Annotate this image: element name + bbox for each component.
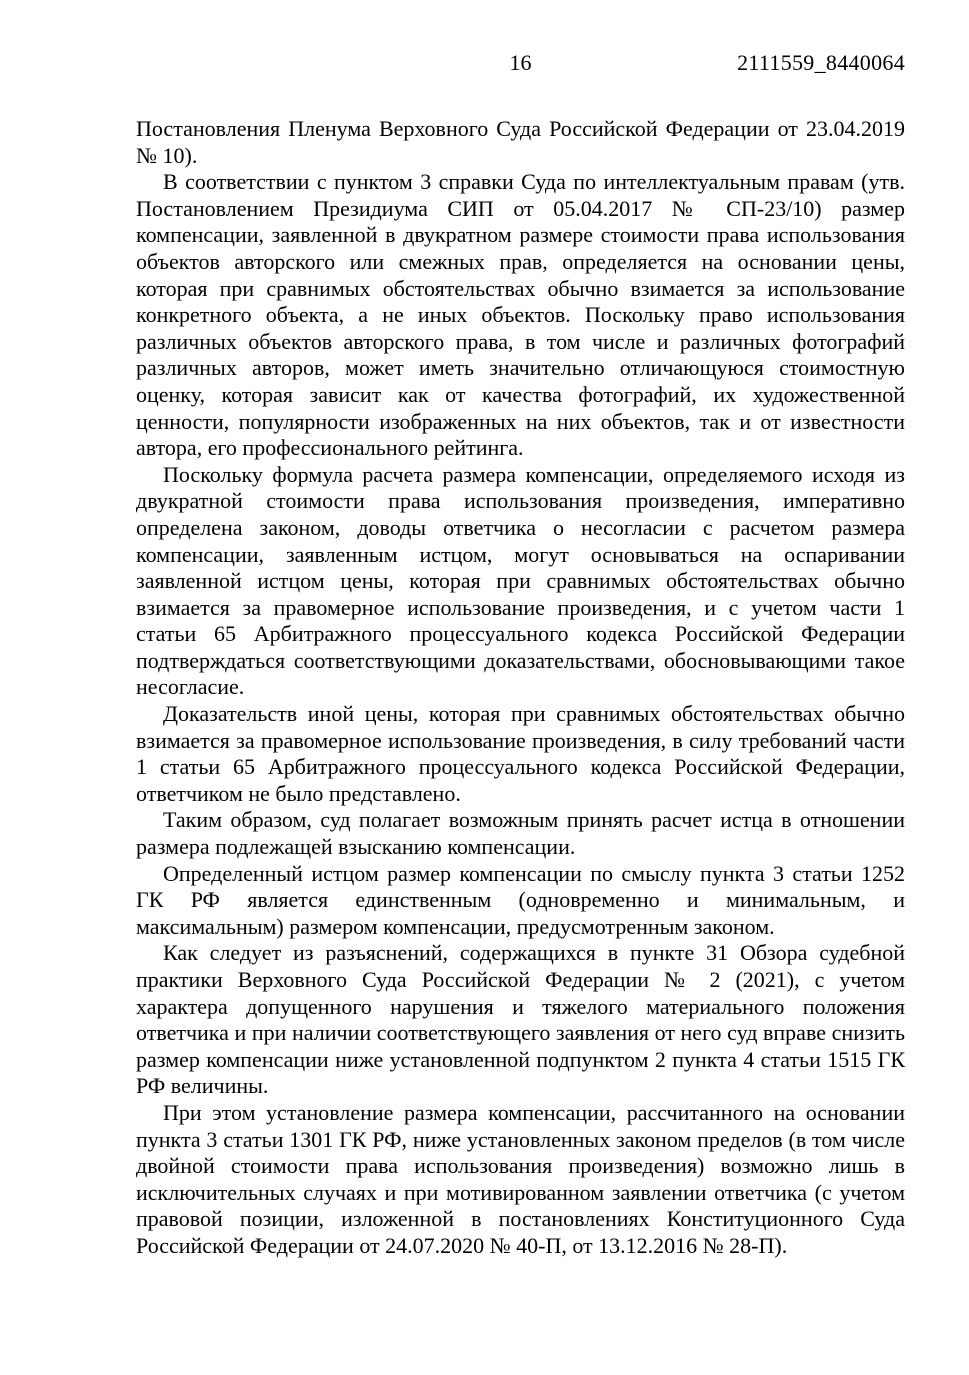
paragraph-4: Доказательств иной цены, которая при сравнимых обстоятельствах обычно взимается за правомерное использование произведения, в силу требований части 1 статьи 65 Арбитражного процессуального кодекса Российской Федерации, ответчиком не было представлено. (136, 701, 905, 806)
paragraph-6: Определенный истцом размер компенсации по смыслу пункта 3 статьи 1252 ГК РФ является единственным (одновременно и минимальным, и максимальным) размером компенсации, предусмотренным законом. (136, 860, 905, 939)
page-number: 16 (509, 50, 532, 75)
paragraph-2: В соответствии с пунктом 3 справки Суда по интеллектуальным правам (утв. Постановлением Президиума СИП от 05.04.2017 № СП-23/10) размер компенсации, заявленной в двукратном размере стоимости права использования объектов авторского или смежных прав, определяется на основании цены, которая при сравнимых обстоятельствах обычно взимается за использование конкретного объекта, а не иных объектов. Поскольку право использования различных объектов авторского права, в том числе и различных фотографий различных авторов, может иметь значительно отличающуюся стоимостную оценку, которая зависит как от качества фотографий, их художественной ценности, популярности изображенных на них объектов, так и от известности автора, его профессионального рейтинга. (136, 169, 905, 461)
page-header (136, 50, 905, 78)
paragraph-7: Как следует из разъяснений, содержащихся в пункте 31 Обзора судебной практики Верховного Суда Российской Федерации № 2 (2021), с учетом характера допущенного нарушения и тяжелого материального положения ответчика и при наличии соответствующего заявления от него суд вправе снизить размер компенсации ниже установленной подпунктом 2 пункта 4 статьи 1515 ГК РФ величины. (136, 940, 905, 1099)
paragraph-3: Поскольку формула расчета размера компенсации, определяемого исходя из двукратной стоимости права использования произведения, императивно определена законом, доводы ответчика о несогласии с расчетом размера компенсации, заявленным истцом, могут основываться на оспаривании заявленной истцом цены, которая при сравнимых обстоятельствах обычно взимается за правомерное использование произведения, и с учетом части 1 статьи 65 Арбитражного процессуального кодекса Российской Федерации подтверждаться соответствующими доказательствами, обосновывающими такое несогласие. (136, 461, 905, 700)
paragraph-5: Таким образом, суд полагает возможным принять расчет истца в отношении размера подлежащей взысканию компенсации. (136, 807, 905, 860)
document-id: 2111559_8440064 (737, 50, 905, 75)
paragraph-1: Постановления Пленума Верховного Суда Российской Федерации от 23.04.2019 № 10). (136, 116, 905, 168)
paragraph-8: При этом установление размера компенсации, рассчитанного на основании пункта 3 статьи 1301 ГК РФ, ниже установленных законом пределов (в том числе двойной стоимости права использования произведения) возможно лишь в исключительных случаях и при мотивированном заявлении ответчика (с учетом правовой позиции, изложенной в постановлениях Конституционного Суда Российской Федерации от 24.07.2020 № 40-П, от 13.12.2016 № 28-П). (136, 1099, 905, 1258)
document-body (136, 116, 905, 1260)
